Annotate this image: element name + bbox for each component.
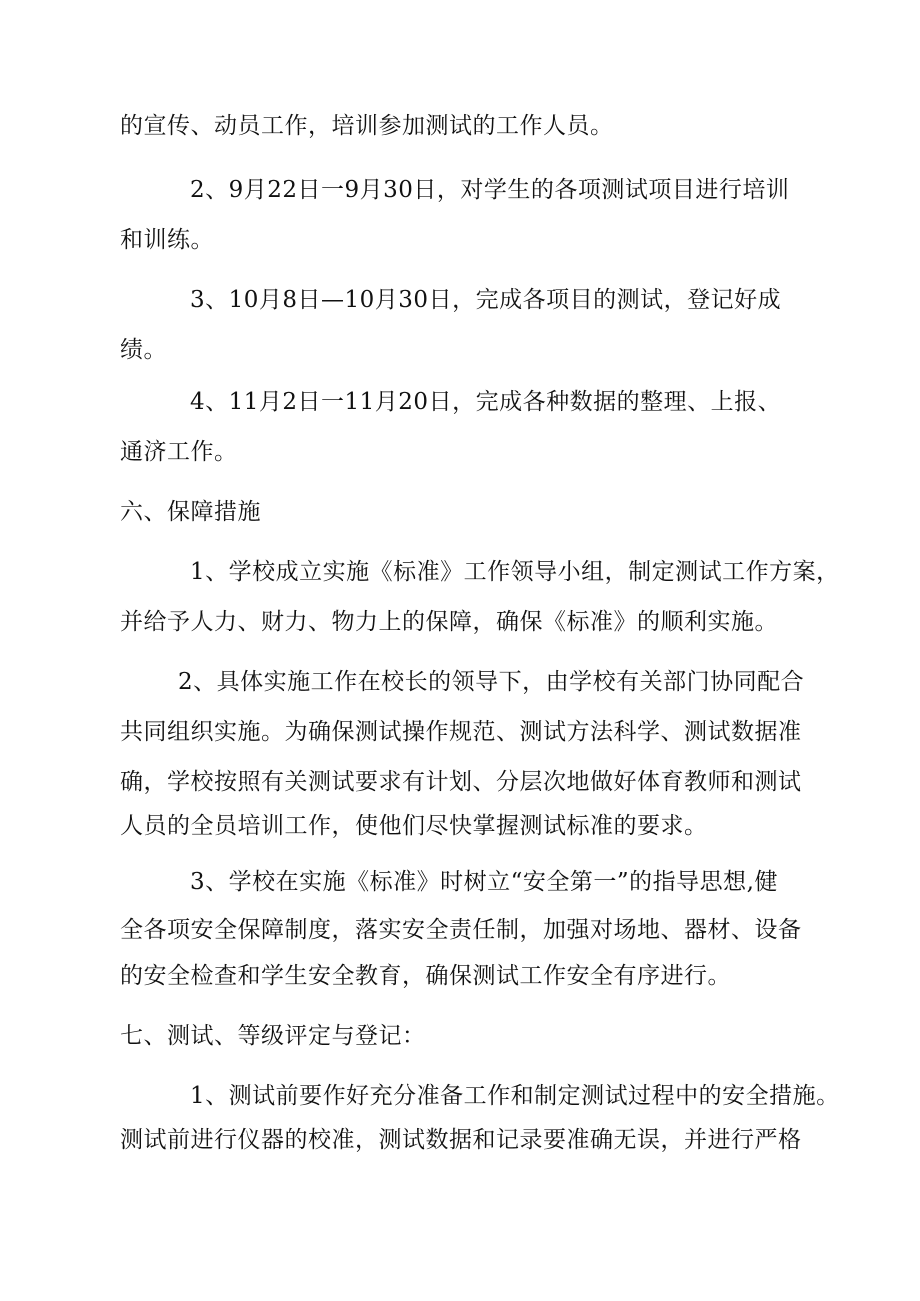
text-line: 确，学校按照有关测试要求有计划、分层次地做好体育教师和测试 [120,769,802,795]
text-line: 测试前进行仪器的校准，测试数据和记录要准确无误，并进行严格 [120,1127,802,1153]
text-line: 人员的全员培训工作，使他们尽快掌握测试标准的要求。 [120,813,708,839]
text-line: 和训练。 [120,227,214,253]
section-heading: 七、测试、等级评定与登记： [120,1023,426,1049]
text-line: 4、11月2日一11月20日，完成各种数据的整理、上报、 [190,389,782,415]
text-line: 的宣传、动员工作，培训参加测试的工作人员。 [120,113,614,139]
text-line: 3、10月8日—10月30日，完成各项目的测试，登记好成 [190,287,782,313]
text-line: 通济工作。 [120,439,238,465]
text-line: 2、具体实施工作在校长的领导下，由学校有关部门协同配合 [178,669,805,695]
text-line: 并给予人力、财力、物力上的保障，确保《标准》的顺利实施。 [120,609,778,635]
text-line: 3、学校在实施《标准》时树立“安全第一”的指导思想,健 [190,869,778,895]
text-line: 共同组织实施。为确保测试操作规范、测试方法科学、测试数据准 [120,719,802,745]
text-line: 绩。 [120,337,167,363]
section-heading: 六、保障措施 [120,499,261,525]
text-line: 2、9月22日一9月30日，对学生的各项测试项目进行培训 [190,177,790,203]
text-line: 的安全检查和学生安全教育，确保测试工作安全有序进行。 [120,963,731,989]
text-line: 1、学校成立实施《标准》工作领导小组，制定测试工作方案， [190,559,840,585]
text-line: 全各项安全保障制度，落实安全责任制，加强对场地、器材、设备 [120,917,802,943]
text-line: 1、测试前要作好充分准备工作和制定测试过程中的安全措施。 [190,1083,840,1109]
